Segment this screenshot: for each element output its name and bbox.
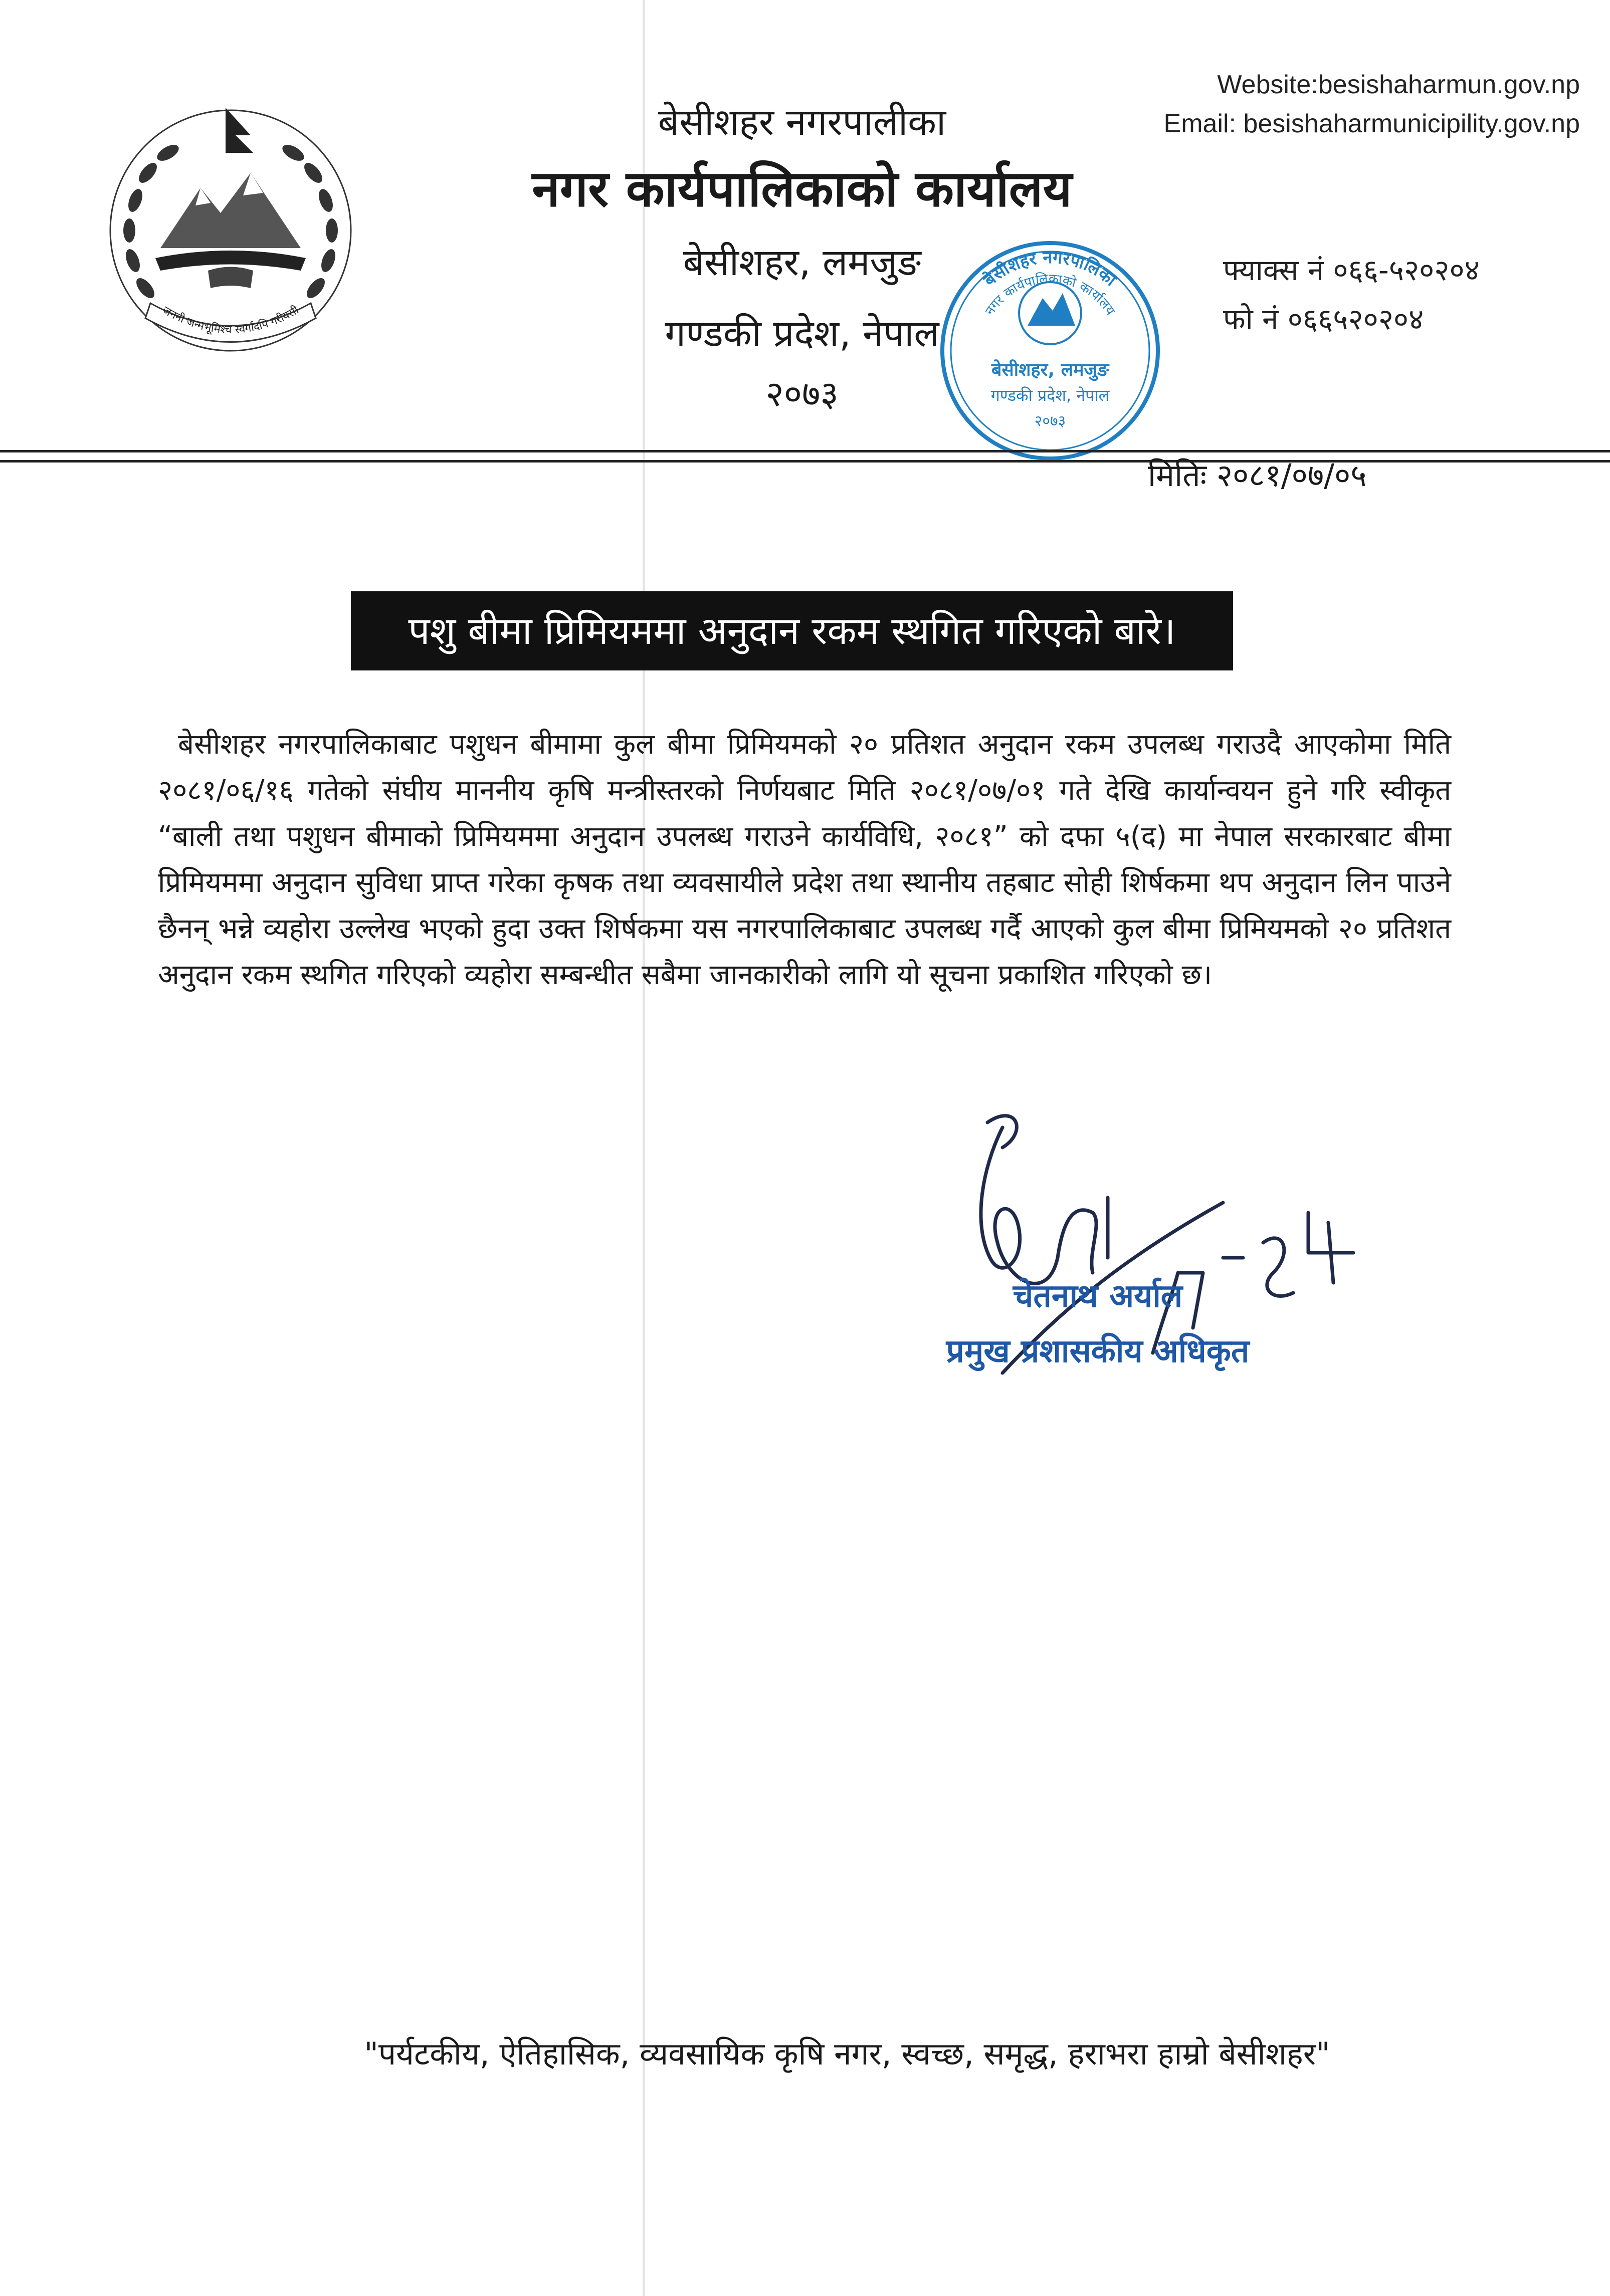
website-text: Website:besishaharmun.gov.np [1217, 70, 1580, 99]
signatory-name: चेतनाथ अर्याल [1013, 1278, 1183, 1315]
office-name: नगर कार्यपालिकाको कार्यालय [532, 159, 1072, 218]
address-line-2: गण्डकी प्रदेश, नेपाल [665, 312, 939, 355]
svg-text:बेसीशहर नगरपालिका: बेसीशहर नगरपालिका [979, 247, 1120, 291]
svg-text:नगर कार्यपालिकाको कार्यालय: नगर कार्यपालिकाको कार्यालय [982, 271, 1118, 318]
svg-text:२०७३: २०७३ [1034, 412, 1066, 430]
phone-number: फो नं ०६६५२०२०४ [1223, 302, 1424, 336]
handwritten-signature-icon [942, 1092, 1383, 1423]
fax-phone-block [1223, 246, 1480, 344]
header-divider-bottom [0, 460, 1610, 463]
email-text: Email: besishaharmunicipility.gov.np [1163, 109, 1580, 138]
fax-number: फ्याक्स नं ०६६-५२०२०४ [1223, 253, 1480, 287]
signatory-title: प्रमुख प्रशासकीय अधिकृत [946, 1333, 1250, 1370]
svg-text:गण्डकी प्रदेश, नेपाल: गण्डकी प्रदेश, नेपाल [990, 386, 1110, 405]
body-paragraph: बेसीशहर नगरपालिकाबाट पशुधन बीमामा कुल बीमा प्रिमियमको २० प्रतिशत अनुदान रकम उपलब्ध गराउदै आएकोमा मिति २०८१/०६/१६ गतेको संघीय माननीय कृषि मन्त्रीस्तरको निर्णयबाट मिति २०८१/०७/०१ गते देखि कार्यान्वयन हुने गरि स्वीकृत “बाली तथा पशुधन बीमाको प्रिमियममा अनुदान उपलब्ध गराउने कार्यविधि, २०८१” को दफा ५(द) मा नेपाल सरकारबाट बीमा प्रिमियममा अनुदान सुविधा प्राप्त गरेका कृषक तथा व्यवसायीले प्रदेश तथा स्थानीय तहबाट सोही शिर्षकमा थप अनुदान लिन पाउने छैनन् भन्ने व्यहोरा उल्लेख भएको हुदा उक्त शिर्षकमा यस नगरपालिकाबाट उपलब्ध गर्दै आएको कुल बीमा प्रिमियमको २० प्रतिशत अनुदान रकम स्थगित गरिएको व्यहोरा सम्बन्धीत सबैमा जानकारीको लागि यो सूचना प्रकाशित गरिएको छ। [158, 728, 1451, 991]
svg-text:बेसीशहर, लमजुङ: बेसीशहर, लमजुङ [991, 360, 1109, 380]
svg-text:जननी जन्मभूमिश्च स्वर्गादपि गर: जननी जन्मभूमिश्च स्वर्गादपि गरीयसी [160, 304, 301, 337]
nepal-emblem-icon [100, 98, 361, 358]
header-divider-top [0, 450, 1610, 452]
footer-motto: "पर्यटकीय, ऐतिहासिक, व्यवसायिक कृषि नगर, स्वच्छ, समृद्ध, हराभरा हाम्रो बेसीशहर" [364, 2035, 1330, 2072]
municipality-name: बेसीशहर नगरपालीका [658, 101, 946, 144]
established-year: २०७३ [765, 373, 839, 414]
letter-date: मितिः २०८१/०७/०५ [1148, 457, 1367, 494]
address-line-1: बेसीशहर, लमजुङ [683, 241, 921, 284]
office-stamp-icon [932, 233, 1168, 469]
subject-banner: पशु बीमा प्रिमियममा अनुदान रकम स्थगित गरिएको बारे। [351, 591, 1233, 670]
contact-block [1164, 65, 1580, 143]
